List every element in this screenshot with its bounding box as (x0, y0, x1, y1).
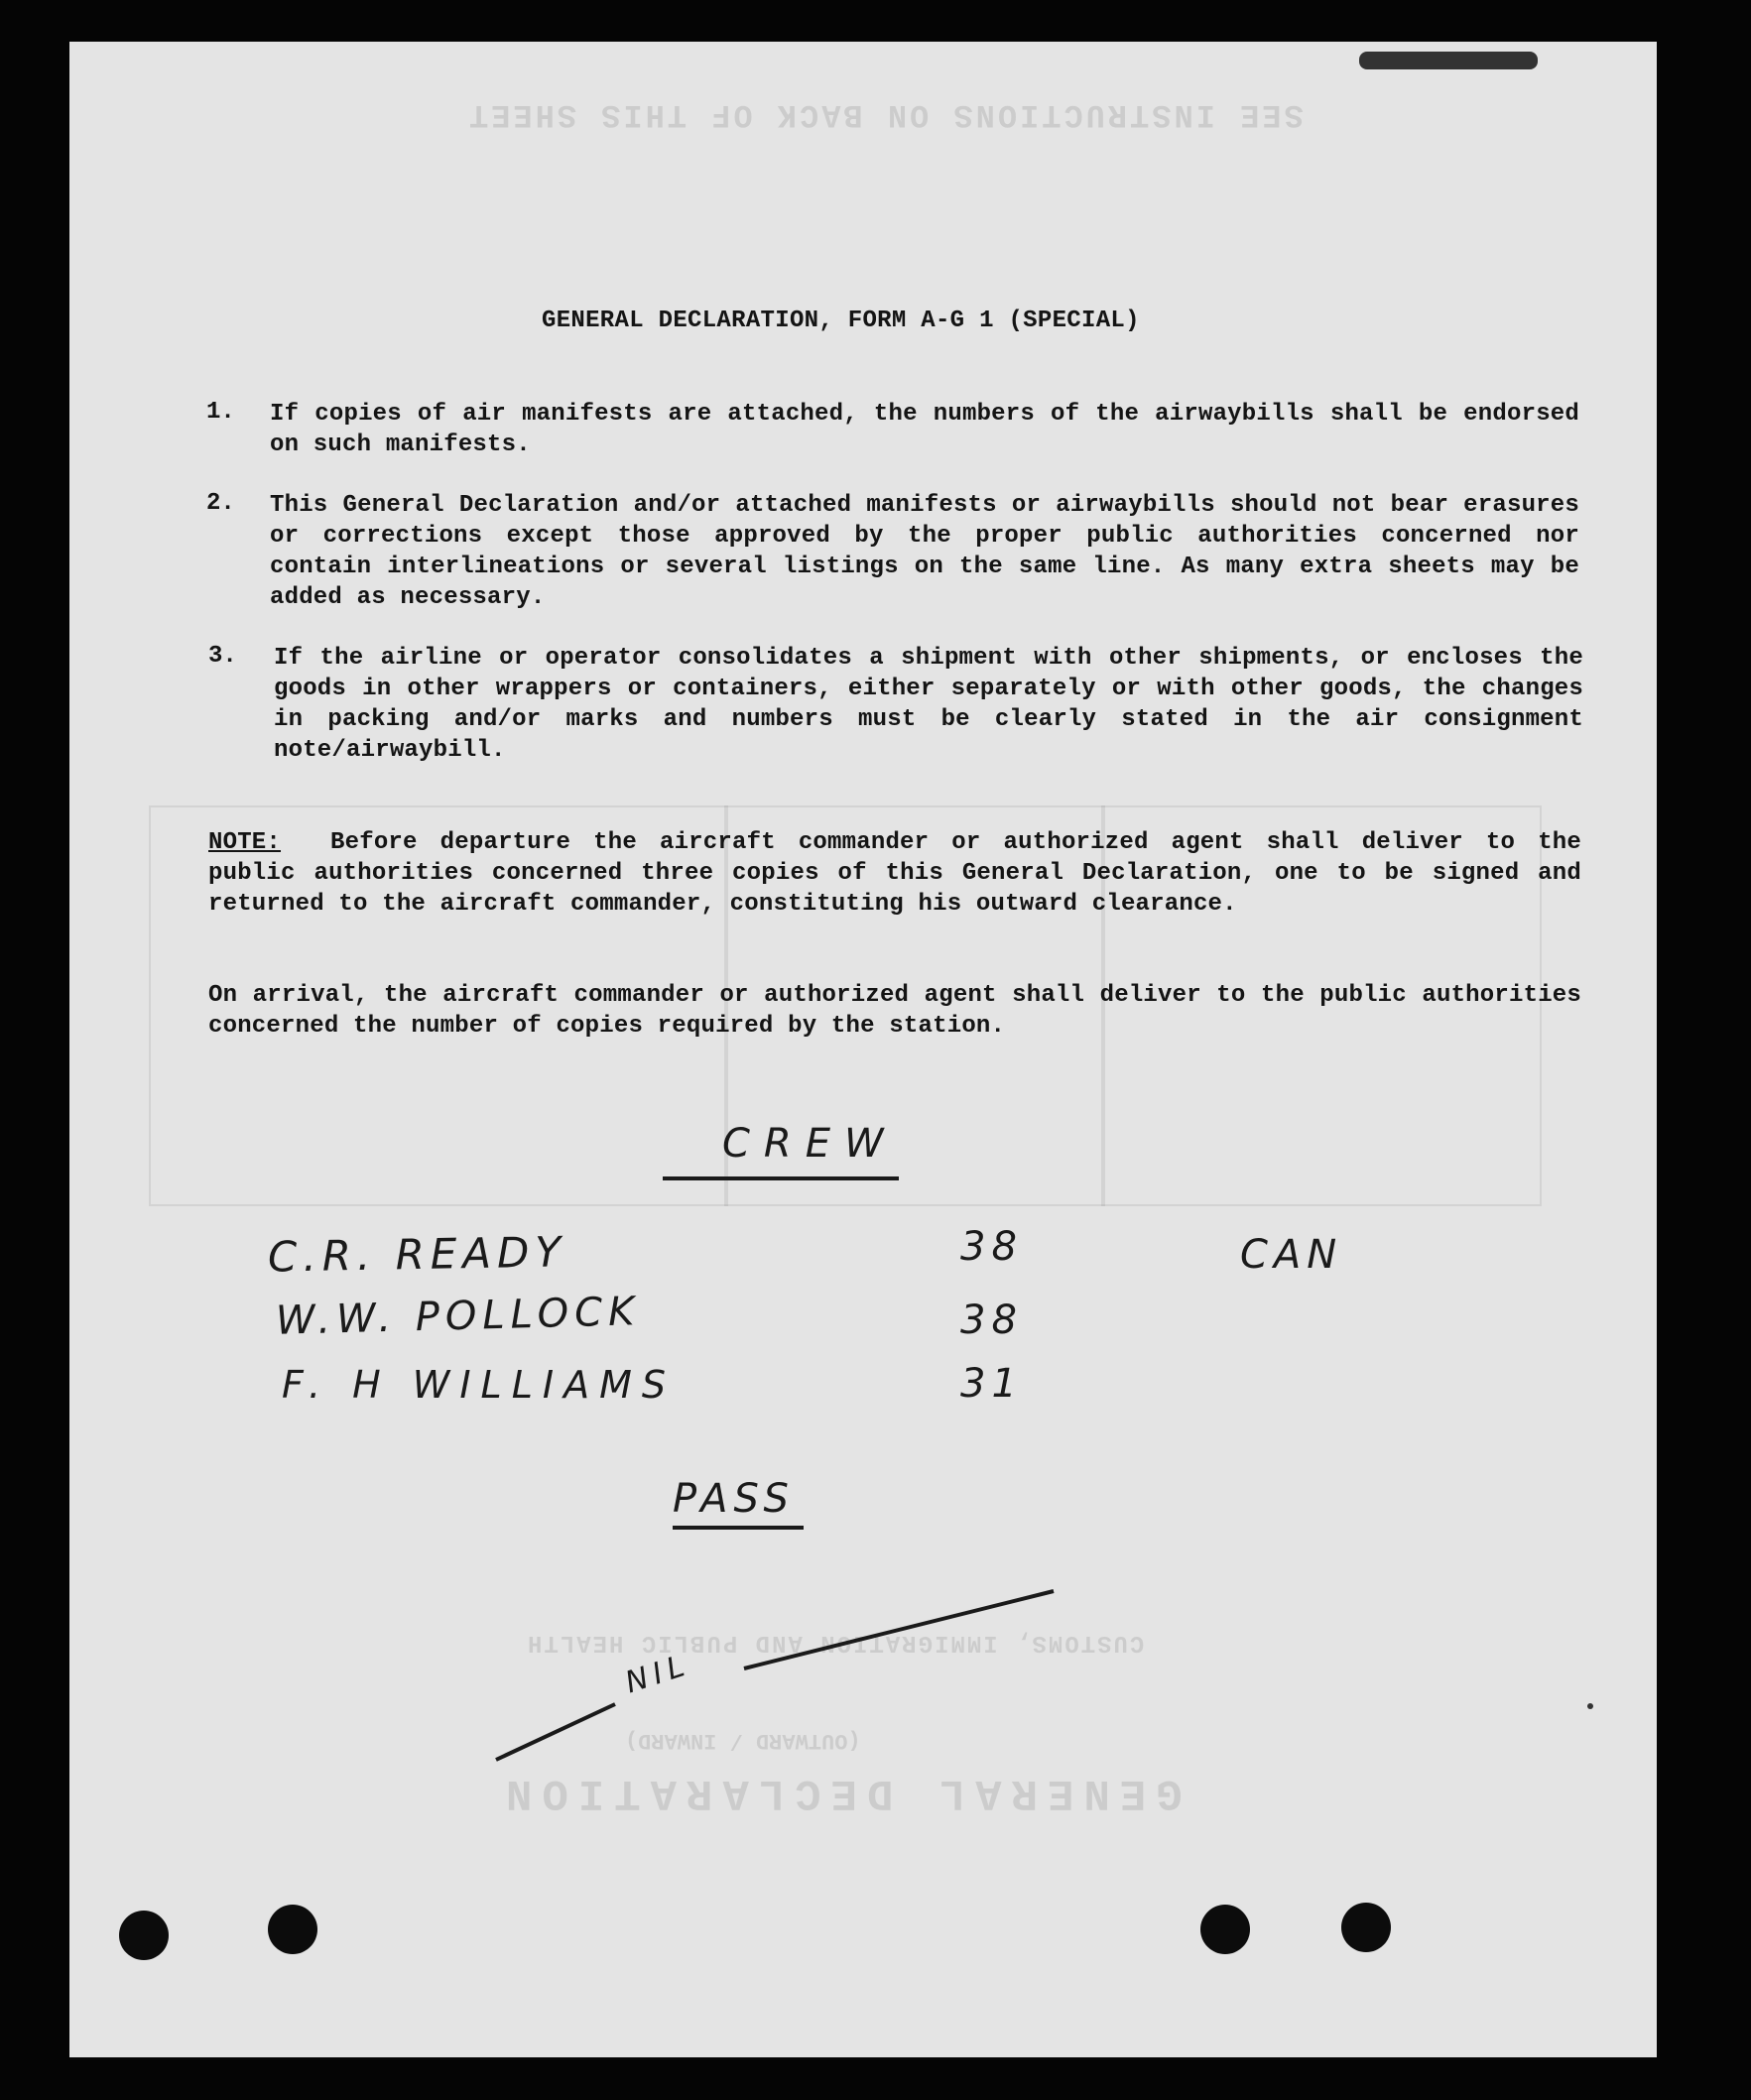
note-label: NOTE: (208, 829, 282, 856)
bleed-instructions: SEE INSTRUCTIONS ON BACK OF THIS SHEET (466, 96, 1304, 133)
margin-dot (1587, 1703, 1593, 1709)
item-number-2: 2. (206, 490, 235, 517)
item-number-1: 1. (206, 399, 235, 426)
note-text: Before departure the aircraft commander or authorized agent shall deliver to the public authorities concerned three copies of this General Declaration, one to be signed and returned to the aircraft commander, constituting his outward clearance. (208, 829, 1581, 918)
item-text-2: This General Declaration and/or attached manifests or airwaybills should not bear erasures or corrections except those approved by the proper public authorities concerned nor contain interlineations or several listings on the same line. As many extra sheets may be added as necessary. (270, 492, 1579, 611)
crew-age-3: 31 (960, 1361, 1023, 1407)
punch-hole-2 (268, 1905, 317, 1954)
bleed-subheading: (OUTWARD / INWARD) (625, 1728, 861, 1753)
note-paragraph (208, 827, 1581, 920)
document-page (69, 42, 1657, 2057)
crew-name-3: F. H WILLIAMS (282, 1363, 677, 1407)
bleed-authorities: CUSTOMS, IMMIGRATION AND PUBLIC HEALTH (526, 1629, 1145, 1656)
document-title: GENERAL DECLARATION, FORM A-G 1 (SPECIAL) (542, 308, 1140, 334)
crew-name-1: C.R. READY (267, 1227, 567, 1282)
crew-name-2: W.W. POLLOCK (275, 1289, 641, 1344)
crew-nationality: CAN (1240, 1232, 1343, 1278)
pass-label: PASS (673, 1476, 795, 1522)
punch-hole-1 (119, 1911, 169, 1960)
bleed-heading: GENERAL DECLARATION (496, 1768, 1183, 1817)
crew-age-2: 38 (960, 1297, 1023, 1343)
crew-heading: CREW (722, 1121, 898, 1167)
arrival-paragraph: On arrival, the aircraft commander or authorized agent shall deliver to the public authorities concerned the number of copies required by the station. (208, 982, 1581, 1040)
item-text-3: If the airline or operator consolidates a shipment with other shipments, or encloses the goods in other wrappers or containers, either separately or with other goods, the changes in packing and/or marks and numbers must be clearly stated in the air consignment note/airwaybill. (274, 645, 1583, 764)
nil-label: NIL (621, 1647, 694, 1701)
punch-hole-3 (1200, 1905, 1250, 1954)
item-text-1: If copies of air manifests are attached, the numbers of the airwaybills shall be endorsed on such manifests. (270, 401, 1579, 458)
crew-age-1: 38 (960, 1224, 1023, 1270)
nil-line-long (744, 1591, 1054, 1668)
scratch-mark (1359, 52, 1538, 69)
nil-line-short (496, 1704, 615, 1760)
punch-hole-4 (1341, 1903, 1391, 1952)
item-number-3: 3. (208, 643, 237, 670)
